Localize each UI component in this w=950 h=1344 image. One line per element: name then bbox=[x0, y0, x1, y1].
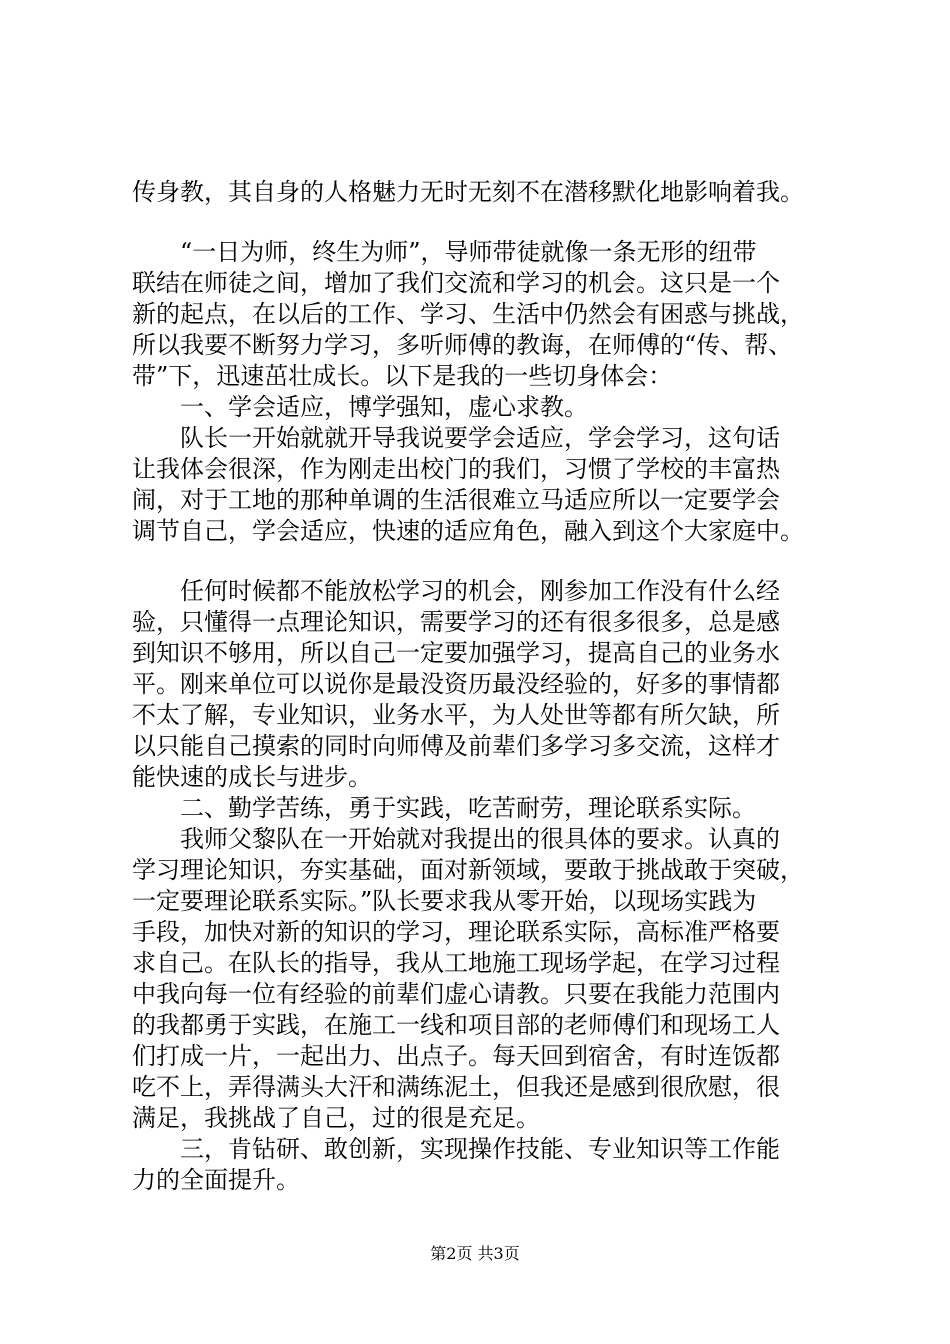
text-line-19: 二、勤学苦练，勇于实践，吃苦耐劳，理论联系实际。 bbox=[180, 794, 756, 822]
text-line-13: 验，只懂得一点理论知识，需要学习的还有很多很多，总是感 bbox=[132, 608, 780, 636]
text-line-30: 三，肯钻研、敢创新，实现操作技能、专业知识等工作能 bbox=[180, 1135, 780, 1163]
text-line-16: 不太了解，专业知识，业务水平，为人处世等都有所欠缺，所 bbox=[132, 701, 780, 729]
page-footer: 第2页 共3页 bbox=[430, 1244, 520, 1263]
text-line-18: 能快速的成长与进步。 bbox=[132, 763, 372, 791]
text-line-14: 到知识不够用，所以自己一定要加强学习，提高自己的业务水 bbox=[132, 639, 780, 667]
text-line-8: 队长一开始就就开导我说要学会适应，学会学习，这句话 bbox=[180, 424, 780, 452]
text-line-17: 以只能自己摸索的同时向师傅及前辈们多学习多交流，这样才 bbox=[132, 732, 780, 760]
text-line-26: 的我都勇于实践，在施工一线和项目部的老师傅们和现场工人 bbox=[132, 1011, 780, 1039]
text-line-11: 调节自己，学会适应，快速的适应角色，融入到这个大家庭中。 bbox=[132, 517, 804, 545]
text-line-29: 满足，我挑战了自己，过的很是充足。 bbox=[132, 1104, 540, 1132]
text-line-2: “一日为师，终生为师”，导师带徒就像一条无形的纽带 bbox=[180, 238, 757, 266]
text-line-20: 我师父黎队在一开始就对我提出的很具体的要求。认真的 bbox=[180, 825, 780, 853]
text-line-12: 任何时候都不能放松学习的机会，刚参加工作没有什么经 bbox=[180, 577, 780, 605]
text-line-25: 中我向每一位有经验的前辈们虚心请教。只要在我能力范围内 bbox=[132, 980, 780, 1008]
text-line-10: 闹，对于工地的那种单调的生活很难立马适应所以一定要学会 bbox=[132, 486, 780, 514]
text-line-4: 新的起点，在以后的工作、学习、生活中仍然会有困惑与挑战， bbox=[132, 300, 804, 328]
text-line-15: 平。刚来单位可以说你是最没资历最没经验的，好多的事情都 bbox=[132, 670, 780, 698]
text-line-22: 一定要理论联系实际。”队长要求我从零开始，以现场实践为 bbox=[132, 887, 757, 915]
text-line-23: 手段，加快对新的知识的学习，理论联系实际，高标准严格要 bbox=[132, 918, 780, 946]
text-line-24: 求自己。在队长的指导，我从工地施工现场学起，在学习过程 bbox=[132, 949, 780, 977]
text-line-3: 联结在师徒之间，增加了我们交流和学习的机会。这只是一个 bbox=[132, 269, 780, 297]
text-line-9: 让我体会很深，作为刚走出校门的我们，习惯了学校的丰富热 bbox=[132, 455, 780, 483]
text-line-21: 学习理论知识，夯实基础，面对新领域，要敢于挑战敢于突破， bbox=[132, 856, 804, 884]
text-line-5: 所以我要不断努力学习，多听师傅的教诲，在师傅的“传、帮、 bbox=[132, 331, 793, 359]
text-line-31: 力的全面提升。 bbox=[132, 1166, 300, 1194]
text-line-28: 吃不上，弄得满头大汗和满练泥土，但我还是感到很欣慰，很 bbox=[132, 1073, 780, 1101]
text-line-27: 们打成一片，一起出力、出点子。每天回到宿舍，有时连饭都 bbox=[132, 1042, 780, 1070]
text-line-1: 传身教，其自身的人格魅力无时无刻不在潜移默化地影响着我。 bbox=[132, 178, 804, 206]
text-line-7: 一、学会适应，博学强知，虚心求教。 bbox=[180, 393, 588, 421]
text-line-6: 带”下，迅速茁壮成长。以下是我的一些切身体会： bbox=[132, 362, 673, 390]
